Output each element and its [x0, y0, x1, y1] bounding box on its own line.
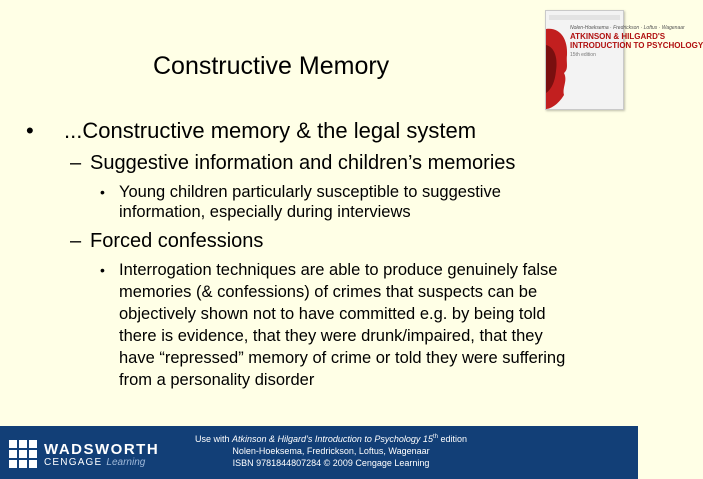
- slide-title: Constructive Memory: [153, 52, 390, 80]
- footer-line-3: ISBN 9781844807284 © 2009 Cengage Learning: [232, 458, 430, 468]
- subpoint-1-text: Suggestive information and children’s memories: [90, 152, 516, 174]
- logo-learning-word: Learning: [106, 457, 146, 468]
- logo-cengage-word: CENGAGE: [44, 457, 103, 468]
- dash-glyph: –: [70, 152, 82, 174]
- bullet-glyph: •: [100, 184, 105, 200]
- bullet-glyph: •: [100, 262, 105, 278]
- footer-citation: [166, 433, 496, 469]
- detail-text: information, especially during interviews: [119, 203, 411, 221]
- bullet-glyph: •: [26, 118, 34, 143]
- cover-edition: 15th edition: [570, 52, 596, 58]
- footer-line-2: Nolen-Hoeksema, Fredrickson, Loftus, Wagenaar: [232, 446, 430, 456]
- detail-text: there is evidence, that they were drunk/impaired, that they: [119, 327, 543, 345]
- footer-line1-prefix: Use with: [194, 434, 232, 444]
- main-bullet-text: ...Constructive memory & the legal system: [64, 118, 477, 143]
- cover-title-line2: INTRODUCTION TO PSYCHOLOGY: [570, 41, 703, 50]
- detail-text: Young children particularly susceptible to suggestive: [119, 183, 501, 201]
- cover-authors: Nolen-Hoeksema · Fredrickson · Loftus · Wagenaar: [570, 25, 685, 31]
- wadsworth-logo-icon: [9, 440, 39, 468]
- footer-line1-suffix: edition: [437, 434, 467, 444]
- detail-text: objectively shown not to have committed e.g. by being told: [119, 305, 546, 323]
- footer-line-1: [166, 433, 496, 445]
- detail-text: have “repressed” memory of crime or told they were suffering: [119, 349, 566, 367]
- subpoint-2-text: Forced confessions: [90, 230, 264, 252]
- detail-text: memories (& confessions) of crimes that suspects can be: [119, 283, 538, 301]
- logo-cengage-text: [44, 457, 145, 468]
- cover-faces-icon: [546, 25, 570, 109]
- detail-text: Interrogation techniques are able to produce genuinely false: [119, 261, 558, 279]
- logo-wadsworth-text: WADSWORTH: [44, 441, 160, 458]
- footer-line1-book: Atkinson & Hilgard’s Introduction to Psychology 15: [232, 434, 433, 444]
- cover-title-line1: ATKINSON & HILGARD'S: [570, 32, 666, 41]
- detail-text: from a personality disorder: [119, 371, 315, 389]
- cover-top-band: [549, 15, 620, 20]
- book-cover-image: [545, 10, 703, 110]
- dash-glyph: –: [70, 230, 82, 252]
- footer-line1-sup: th: [432, 434, 438, 440]
